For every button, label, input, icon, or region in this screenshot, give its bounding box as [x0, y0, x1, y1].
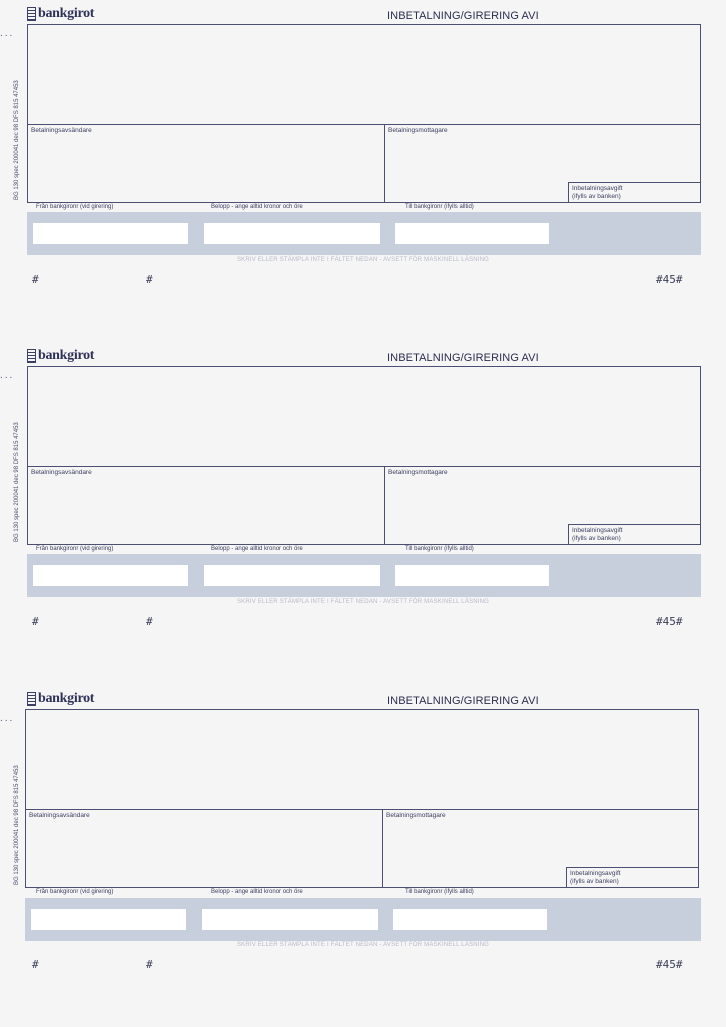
fee-box — [568, 182, 700, 202]
row-divider — [28, 124, 700, 125]
to-account-field[interactable] — [395, 223, 549, 244]
perforation-dots: ... — [0, 370, 15, 381]
fee-note: (ifylls av banken) — [572, 534, 621, 542]
ocr-hash-2: # — [146, 615, 153, 628]
form-box — [27, 366, 701, 545]
payment-slip-1 — [0, 0, 726, 342]
column-divider — [382, 809, 383, 887]
machine-reading-warning: SKRIV ELLER STÄMPLA INTE I FÄLTET NEDAN - AVSETT FÖR MASKINELL LÄSNING — [236, 942, 490, 948]
amount-label: Belopp - ange alltid kronor och öre — [211, 546, 303, 552]
from-account-field[interactable] — [31, 909, 186, 930]
to-account-field[interactable] — [393, 909, 547, 930]
bankgirot-logo — [27, 348, 94, 364]
to-account-label: Till bankgironr (ifylls alltid) — [405, 889, 474, 895]
sender-label: Betalningsavsändare — [29, 812, 90, 819]
perforation-dots: ... — [0, 28, 15, 39]
form-title: INBETALNING/GIRERING AVI — [387, 695, 539, 707]
machine-reading-warning: SKRIV ELLER STÄMPLA INTE I FÄLTET NEDAN - AVSETT FÖR MASKINELL LÄSNING — [236, 599, 490, 605]
ocr-hash-3: #45# — [656, 615, 683, 628]
payment-slip-3 — [0, 685, 726, 1027]
recipient-label: Betalningsmottagare — [386, 812, 446, 819]
perforation-dots: ... — [0, 713, 15, 724]
form-box — [27, 24, 701, 203]
form-title: INBETALNING/GIRERING AVI — [387, 10, 539, 22]
side-form-code: BG 130 spec 200041 dec 98 DFS 815 47453 — [14, 422, 20, 542]
logo-text: bankgirot — [38, 348, 95, 363]
ocr-hash-3: #45# — [656, 958, 683, 971]
from-account-field[interactable] — [33, 223, 188, 244]
fee-label: Inbetalningsavgift — [572, 185, 623, 192]
to-account-label: Till bankgironr (ifylls alltid) — [405, 546, 474, 552]
payment-slip-2 — [0, 342, 726, 684]
amount-field[interactable] — [202, 909, 378, 930]
bankgirot-logo — [27, 691, 94, 707]
amount-field[interactable] — [204, 223, 380, 244]
from-account-label: Från bankgironr (vid girering) — [36, 546, 114, 552]
amount-label: Belopp - ange alltid kronor och öre — [211, 889, 303, 895]
form-title: INBETALNING/GIRERING AVI — [387, 352, 539, 364]
fee-note: (ifylls av banken) — [570, 877, 619, 885]
ocr-hash-1: # — [32, 273, 39, 286]
column-divider — [384, 124, 385, 202]
ocr-hash-1: # — [32, 958, 39, 971]
side-form-code: BG 130 spec 200041 dec 98 DFS 815 47453 — [14, 765, 20, 885]
payment-fields-band — [27, 212, 701, 255]
fee-box — [566, 867, 698, 887]
side-form-code: BG 130 spec 200041 dec 98 DFS 815 47453 — [14, 80, 20, 200]
column-divider — [384, 466, 385, 544]
sender-label: Betalningsavsändare — [31, 127, 92, 134]
bankgirot-logo-icon — [27, 7, 36, 21]
form-box — [25, 709, 699, 888]
bankgirot-logo — [27, 6, 94, 22]
row-divider — [26, 809, 698, 810]
logo-text: bankgirot — [38, 691, 95, 706]
machine-reading-warning: SKRIV ELLER STÄMPLA INTE I FÄLTET NEDAN - AVSETT FÖR MASKINELL LÄSNING — [236, 257, 490, 263]
ocr-hash-1: # — [32, 615, 39, 628]
bankgirot-logo-icon — [27, 692, 36, 706]
fee-box — [568, 524, 700, 544]
amount-label: Belopp - ange alltid kronor och öre — [211, 204, 303, 210]
to-account-field[interactable] — [395, 565, 549, 586]
ocr-hash-2: # — [146, 958, 153, 971]
payment-fields-band — [27, 554, 701, 597]
from-account-label: Från bankgironr (vid girering) — [36, 204, 114, 210]
payment-fields-band — [25, 898, 701, 941]
ocr-hash-2: # — [146, 273, 153, 286]
from-account-label: Från bankgironr (vid girering) — [36, 889, 114, 895]
row-divider — [28, 466, 700, 467]
sender-label: Betalningsavsändare — [31, 469, 92, 476]
logo-text: bankgirot — [38, 6, 95, 21]
fee-label: Inbetalningsavgift — [572, 527, 623, 534]
to-account-label: Till bankgironr (ifylls alltid) — [405, 204, 474, 210]
recipient-label: Betalningsmottagare — [388, 127, 448, 134]
from-account-field[interactable] — [33, 565, 188, 586]
ocr-hash-3: #45# — [656, 273, 683, 286]
fee-note: (ifylls av banken) — [572, 192, 621, 200]
amount-field[interactable] — [204, 565, 380, 586]
bankgirot-logo-icon — [27, 349, 36, 363]
recipient-label: Betalningsmottagare — [388, 469, 448, 476]
fee-label: Inbetalningsavgift — [570, 870, 621, 877]
